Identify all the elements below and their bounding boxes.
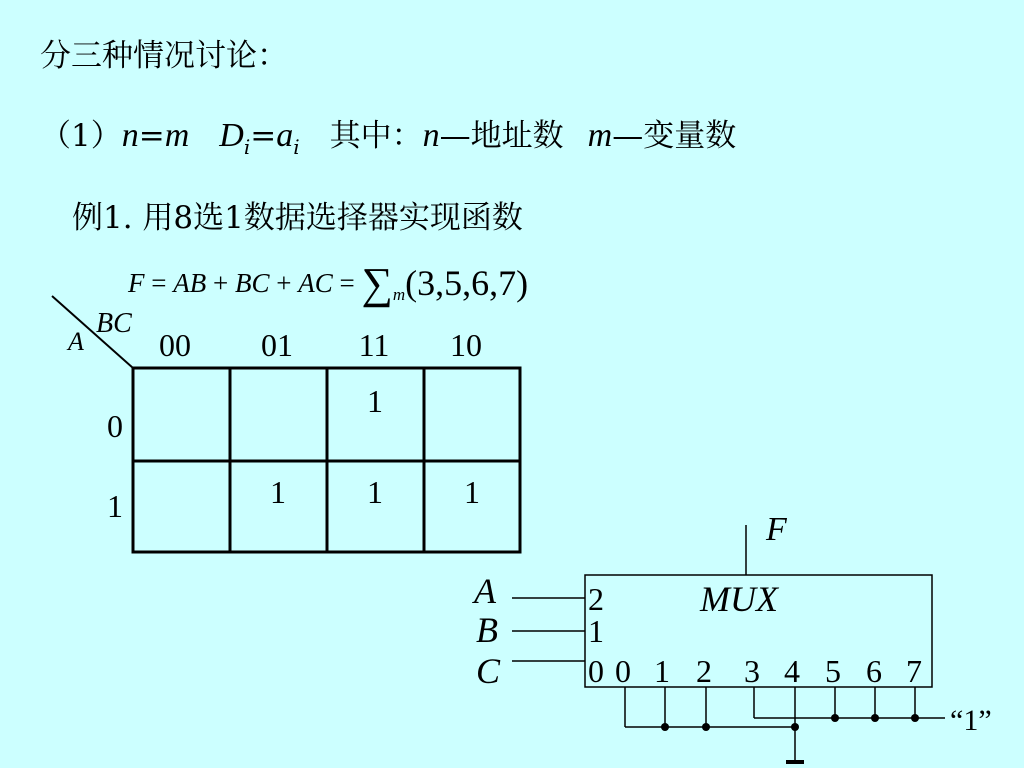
select-pin: 0: [588, 653, 604, 689]
kmap-cell: 1: [367, 474, 383, 510]
data-pin: 3: [744, 653, 760, 689]
where-text: 其中：: [329, 118, 423, 154]
formula-AB: AB: [173, 268, 207, 298]
kmap-row-var: A: [68, 327, 84, 356]
formula-plus: +: [269, 268, 299, 298]
data-pin: 6: [866, 653, 882, 689]
m-var: m: [164, 117, 190, 154]
kmap-col-header: 11: [358, 327, 390, 363]
data-pin: 5: [825, 653, 841, 689]
ground-bus: [625, 687, 795, 760]
junction-dot: [831, 714, 839, 722]
n-var: n: [121, 117, 139, 154]
junction-dot: [791, 723, 799, 731]
kmap-row-header: 0: [107, 408, 123, 444]
heading-text: 分三种情况讨论：: [40, 38, 288, 74]
minterm-list: (3,5,6,7): [405, 263, 529, 303]
a-var: a: [276, 117, 294, 154]
variable-count-text: —变量数: [612, 118, 737, 154]
equals: =: [250, 118, 277, 154]
junction-dot: [871, 714, 879, 722]
input-label: B: [476, 610, 498, 650]
kmap-col-header: 00: [159, 327, 191, 363]
kmap-col-header: 01: [261, 327, 293, 363]
kmap-cell: 1: [464, 474, 480, 510]
input-label: C: [476, 651, 501, 691]
kmap-col-header: 10: [450, 327, 482, 363]
formula-eq: =: [332, 268, 362, 298]
select-pin: 1: [588, 613, 604, 649]
junction-dot: [911, 714, 919, 722]
mux-title: MUX: [700, 579, 778, 619]
input-label: A: [474, 571, 496, 611]
sigma-symbol: ∑: [361, 259, 393, 308]
D-var: D: [219, 117, 244, 154]
formula-eq: =: [144, 268, 174, 298]
output-label: F: [766, 511, 787, 548]
kmap-col-var: BC: [96, 308, 132, 339]
kmap-cell: 1: [270, 474, 286, 510]
junction-dot: [661, 723, 669, 731]
example-text: 例1. 用8选1数据选择器实现函数: [72, 200, 523, 236]
logic-one-label: “1”: [950, 704, 992, 737]
data-pin: 7: [906, 653, 922, 689]
equals: =: [138, 118, 165, 154]
data-pin: 0: [615, 653, 631, 689]
select-pin: 2: [588, 581, 604, 617]
minterm-m: m: [392, 285, 406, 304]
formula-F: F: [128, 268, 145, 298]
karnaugh-map: [52, 296, 520, 552]
formula-BC: BC: [234, 268, 270, 298]
case-1-prefix: （1）: [40, 118, 122, 154]
kmap-row-header: 1: [107, 488, 123, 524]
kmap-cell: 1: [367, 383, 383, 419]
data-pin: 4: [784, 653, 800, 689]
n-var: n: [422, 117, 440, 154]
data-pin: 2: [696, 653, 712, 689]
i-subscript: i: [293, 135, 300, 159]
formula-plus: +: [206, 268, 235, 298]
i-subscript: i: [243, 135, 251, 159]
junction-dot: [702, 723, 710, 731]
mux-diagram: [472, 511, 992, 762]
logic-one-bus: [754, 687, 945, 718]
m-var: m: [587, 117, 613, 154]
data-pin: 1: [654, 653, 670, 689]
address-count-text: —地址数: [439, 118, 564, 154]
formula-AC: AC: [298, 268, 333, 298]
